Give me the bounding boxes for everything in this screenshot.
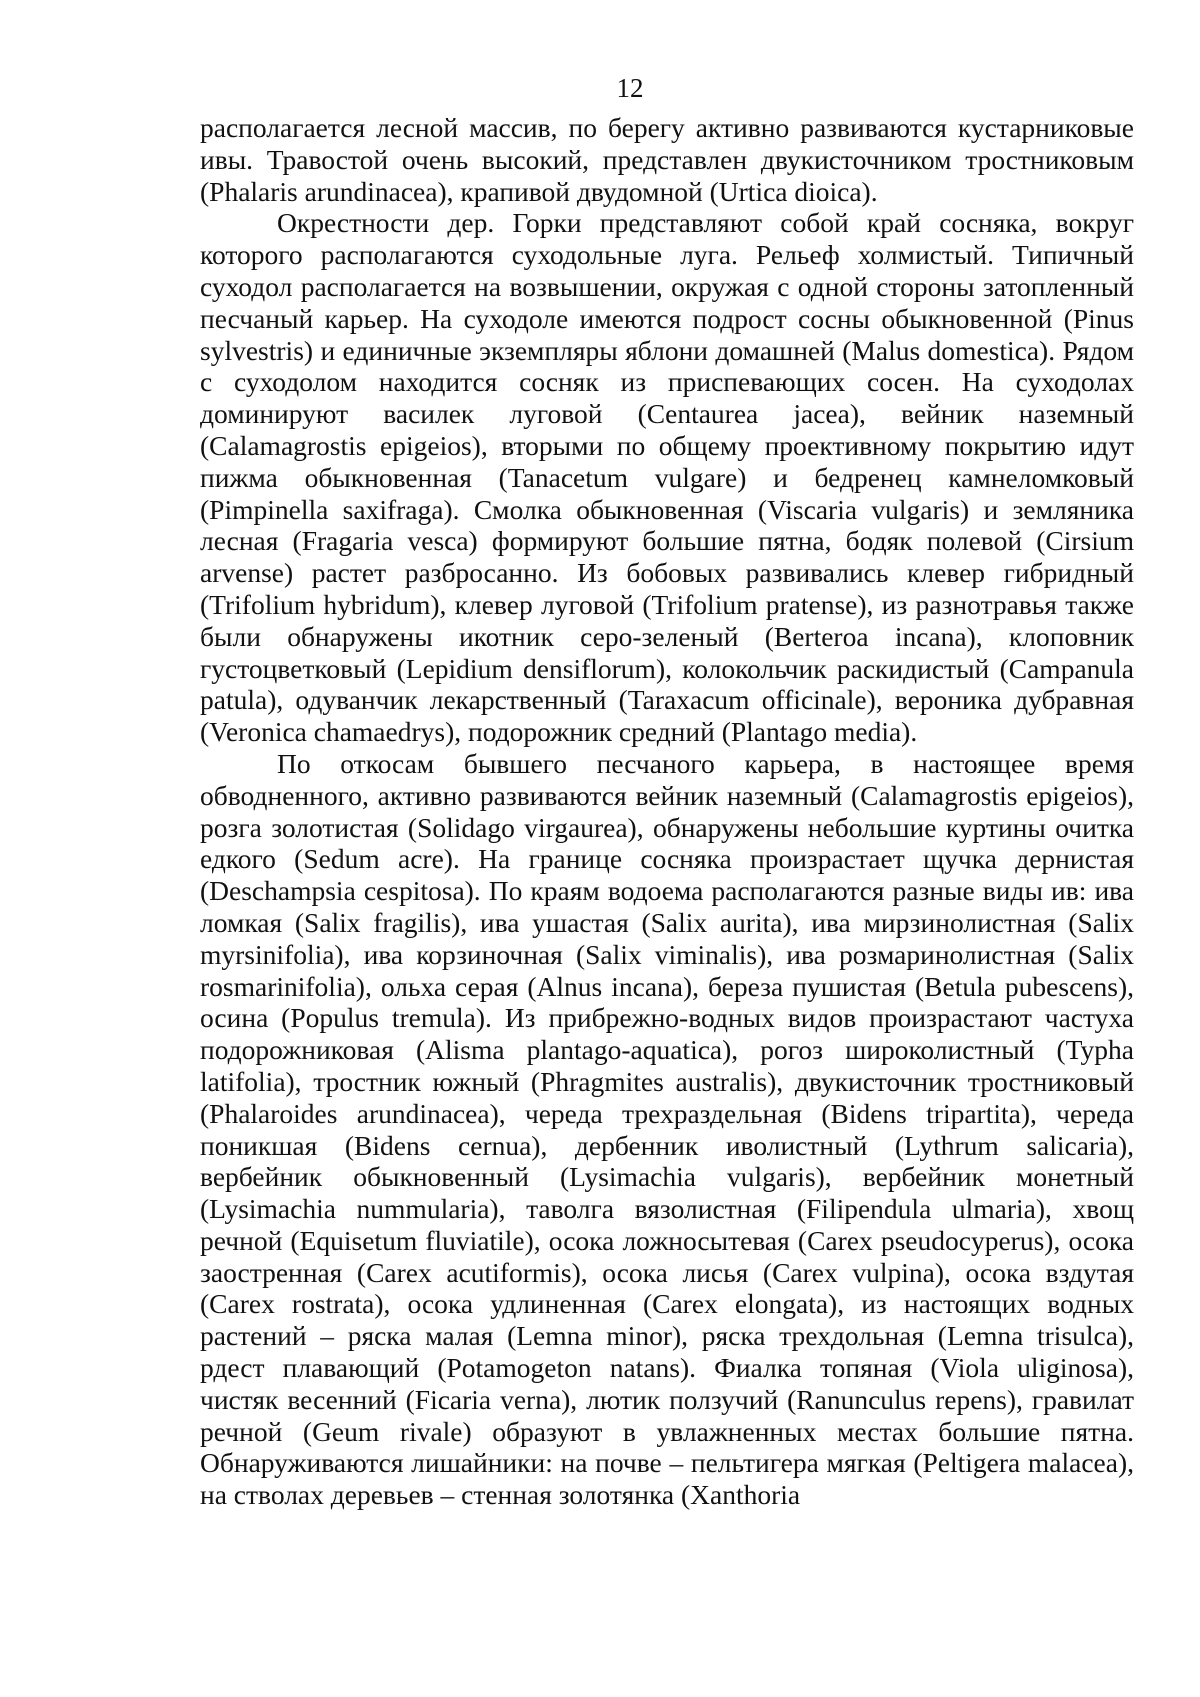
document-body	[200, 112, 1134, 1511]
paragraph-quarry-slopes: По откосам бывшего песчаного карьера, в настоящее время обводненного, активно развиваются вейник наземный (Calamagrostis epigeios), розга золотистая (Solidago virgaurea), обнаружены небольшие куртины очитка едкого (Sedum acre). На границе сосняка произрастает щучка дернистая (Deschampsia cespitosa). По краям водоема располагаются разные виды ив: ива ломкая (Salix fragilis), ива ушастая (Salix aurita), ива мирзинолистная (Salix myrsinifolia), ива корзиночная (Salix viminalis), ива розмаринолистная (Salix rosmarinifolia), ольха серая (Alnus incana), береза пушистая (Betula pubescens), осина (Populus tremula). Из прибрежно-водных видов произрастают частуха подорожниковая (Alisma plantago-aquatica), рогоз широколистный (Typha latifolia), тростник южный (Phragmites australis), двукисточник тростниковый (Phalaroides arundinacea), череда трехраздельная (Bidens tripartita), череда поникшая (Bidens cernua), дербенник иволистный (Lythrum salicaria), вербейник обыкновенный (Lysimachia vulgaris), вербейник монетный (Lysimachia nummularia), таволга вязолистная (Filipendula ulmaria), хвощ речной (Equisetum fluviatile), осока ложносытевая (Carex pseudocyperus), осока заостренная (Carex acutiformis), осока лисья (Carex vulpina), осока вздутая (Carex rostrata), осока удлиненная (Carex elongata), из настоящих водных растений – ряска малая (Lemna minor), ряска трехдольная (Lemna trisulca), рдест плавающий (Potamogeton natans). Фиалка топяная (Viola uliginosa), чистяк весенний (Ficaria verna), лютик ползучий (Ranunculus repens), гравилат речной (Geum rivale) образуют в увлажненных местах большие пятна. Обнаруживаются лишайники: на почве – пельтигера мягкая (Peltigera malacea), на стволах деревьев – стенная золотянка (Xanthoria	[200, 747, 1134, 1511]
paragraph-continuation: располагается лесной массив, по берегу активно развиваются кустарниковые ивы. Травостой очень высокий, представлен двукисточником тростниковым (Phalaris arundinacea), крапивой двудомной (Urtica dioica).	[200, 112, 1134, 207]
page-number: 12	[616, 73, 644, 103]
paragraph-gorki-surroundings: Окрестности дер. Горки представляют собой край сосняка, вокруг которого располагаются суходольные луга. Рельеф холмистый. Типичный суходол располагается на возвышении, окружая с одной стороны затопленный песчаный карьер. На суходоле имеются подрост сосны обыкновенной (Pinus sylvestris) и единичные экземпляры яблони домашней (Malus domestica). Рядом с суходолом находится сосняк из приспевающих сосен. На суходолах доминируют василек луговой (Centaurea jacea), вейник наземный (Calamagrostis epigeios), вторыми по общему проективному покрытию идут пижма обыкновенная (Tanacetum vulgare) и бедренец камнеломковый (Pimpinella saxifraga). Смолка обыкновенная (Viscaria vulgaris) и земляника лесная (Fragaria vesca) формируют большие пятна, бодяк полевой (Cirsium arvense) растет разбросанно. Из бобовых развивались клевер гибридный (Trifolium hybridum), клевер луговой (Trifolium pratense), из разнотравья также были обнаружены икотник серо-зеленый (Berteroa incana), клоповник густоцветковый (Lepidium densiflorum), колокольчик раскидистый (Campanula patula), одуванчик лекарственный (Taraxacum officinale), вероника дубравная (Veronica chamaedrys), подорожник средний (Plantago media).	[200, 207, 1134, 748]
